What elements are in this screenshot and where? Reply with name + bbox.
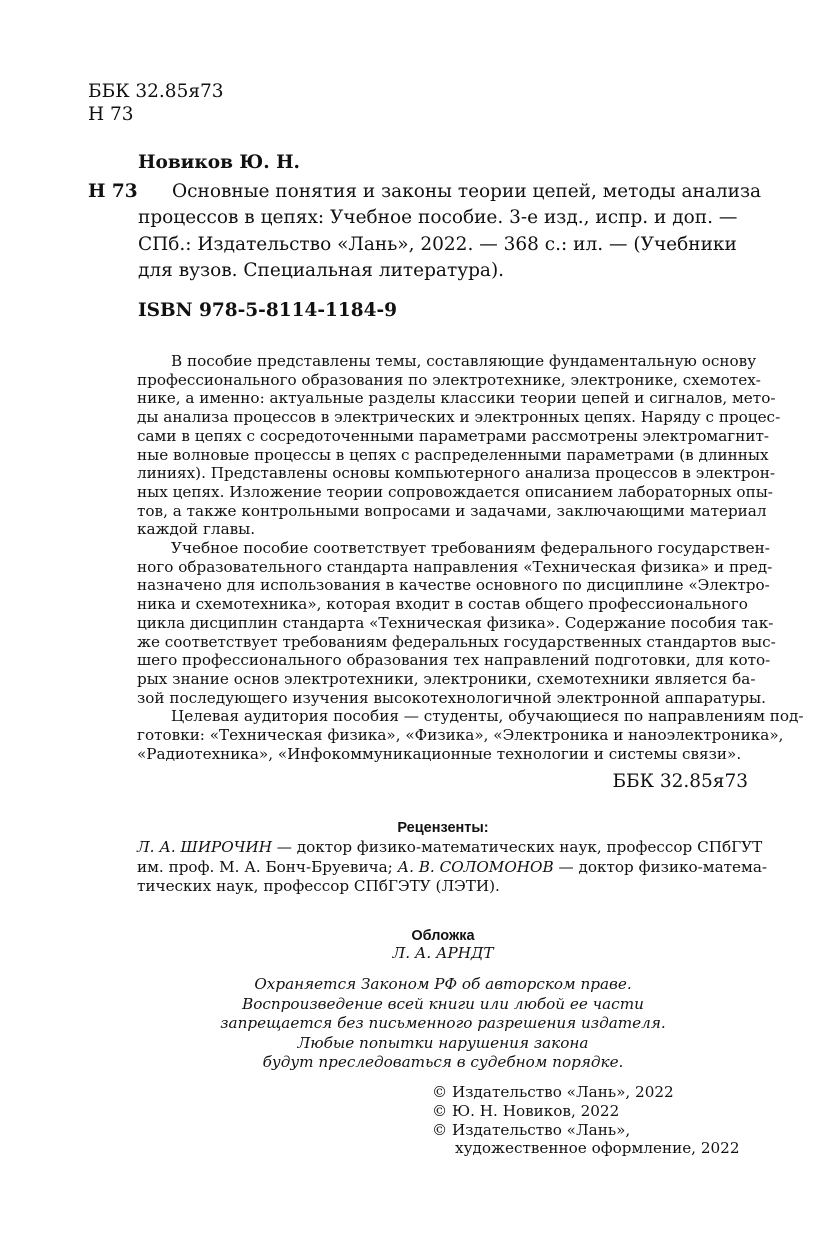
abstract-line: нике, а именно: актуальные разделы классики теории цепей и сигналов, мето- [137,389,776,408]
biblio-line: для вузов. Специальная литература). [138,259,505,281]
abstract-line: назначено для использования в качестве основного по дисциплине «Электро- [137,576,770,595]
abstract-line: рых знание основ электротехники, электроники, схемотехники является ба- [137,669,756,688]
notice-line: запрещается без письменного разрешения издателя. [220,1014,666,1032]
notice-line: Охраняется Законом РФ об авторском праве. [254,975,632,993]
reviewer-name: А. В. СОЛОМОНОВ [397,857,554,876]
abstract-line: «Радиотехника», «Инфокоммуникационные технологии и системы связи». [137,744,742,763]
biblio-line: СПб.: Издательство «Лань», 2022. — 368 с.: ил. — (Учебники [138,233,737,255]
notice-line: будут преследоваться в судебном порядке. [262,1053,624,1071]
abstract-line: Учебное пособие соответствует требованиям федерального государствен- [171,539,770,558]
biblio-line: процессов в цепях: Учебное пособие. 3-е изд., испр. и доп. — [138,207,738,229]
reviewer-line: тических наук, профессор СПбГЭТУ (ЛЭТИ). [137,877,500,895]
abstract-line: ные волновые процессы в цепях с распределенными параметрами (в длинных [137,445,769,464]
abstract-line: зой последующего изучения высокотехнологичной электронной аппаратуры. [137,688,766,707]
cutter-code: Н 73 [88,104,134,125]
reviewer-line [137,857,768,878]
cover-title: Обложка [411,928,475,944]
bbk-code-footer: ББК 32.85я73 [612,771,748,792]
copyright-line: © Издательство «Лань», [432,1120,631,1139]
abstract-line: шего профессионального образования тех направлений подготовки, для кото- [137,651,771,670]
copyright-line: © Издательство «Лань», 2022 [432,1083,674,1101]
reviewer-credentials: — доктор физико-математических наук, профессор СПбГУТ [271,838,763,856]
copyright-line: © Ю. Н. Новиков, 2022 [432,1101,620,1120]
reviewer-name: Л. А. ШИРОЧИН [137,838,272,856]
copyright-holders [432,1083,740,1158]
reviewer-line [137,838,763,858]
notice-line: Любые попытки нарушения закона [297,1033,589,1052]
copyright-line: художественное оформление, 2022 [455,1139,740,1158]
author-name: Новиков Ю. Н. [138,152,301,173]
abstract-line: каждой главы. [137,520,256,539]
abstract-line: ных цепях. Изложение теории сопровождается описанием лабораторных опы- [137,482,773,501]
copyright-notice [0,975,826,1073]
bbk-code: ББК 32.85я73 [88,81,224,102]
abstract-line: ды анализа процессов в электрических и электронных цепях. Наряду с процес- [137,408,781,427]
abstract-line: сами в цепях с сосредоточенными параметрами рассмотрены электромагнит- [137,426,770,445]
abstract-line: Целевая аудитория пособия — студенты, обучающиеся по направлениям под- [171,707,804,726]
abstract [137,352,804,763]
abstract-line: цикла дисциплин стандарта «Техническая физика». Содержание пособия так- [137,613,774,632]
notice-line: Воспроизведение всей книги или любой ее части [242,994,644,1013]
reviewer-credentials: им. проф. М. А. Бонч-Бруевича; [137,857,398,876]
reviewers-list [137,838,768,897]
abstract-line: ника и схемотехника», которая входит в состав общего профессионального [137,595,748,614]
isbn: ISBN 978-5-8114-1184-9 [138,300,398,321]
abstract-line: ного образовательного стандарта направления «Техническая физика» и пред- [137,557,773,576]
reviewers-title: Рецензенты: [397,820,489,836]
biblio-line: Основные понятия и законы теории цепей, методы анализа [172,181,762,202]
abstract-line: линиях). Представлены основы компьютерного анализа процессов в электрон- [137,464,775,483]
abstract-line: тов, а также контрольными вопросами и задачами, заключающими материал [137,501,767,520]
bibliographic-description [138,179,762,284]
abstract-line: В пособие представлены темы, составляющие фундаментальную основу [171,352,757,370]
abstract-line: готовки: «Техническая физика», «Физика», «Электроника и наноэлектроника», [137,726,784,745]
abstract-line: же соответствует требованиям федеральных государственных стандартов выс- [137,632,776,651]
reviewer-credentials: — доктор физико-матема- [553,857,768,876]
cover-designer: Л. А. АРНДТ [392,944,494,962]
abstract-line: профессионального образования по электротехнике, электронике, схемотех- [137,370,761,389]
record-cutter-code: Н 73 [88,181,138,202]
bbk-classification-header [88,80,224,126]
